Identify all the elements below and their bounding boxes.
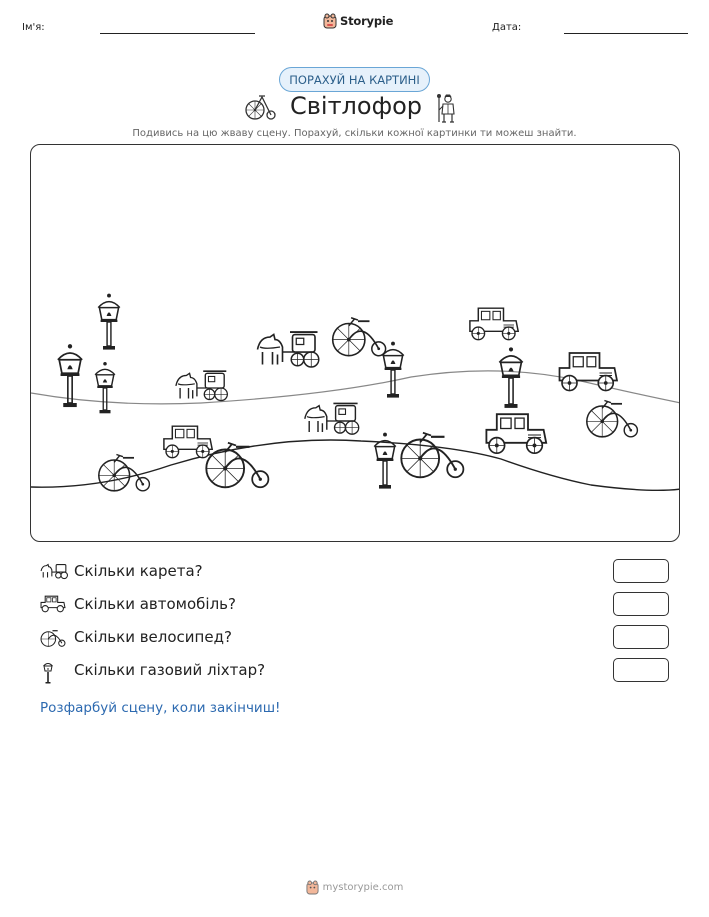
lamp-icon: [40, 660, 56, 684]
back-hill-line: [31, 371, 680, 404]
answer-box[interactable]: [613, 625, 669, 649]
date-label: Дата:: [492, 22, 522, 33]
answer-box[interactable]: [613, 559, 669, 583]
horse-carriage: [258, 332, 319, 367]
color-instruction: Розфарбуй сцену, коли закінчиш!: [40, 700, 281, 716]
gas-lamp: [374, 433, 396, 489]
brand-name: Storypie: [340, 14, 394, 28]
penny-farthing-bicycle: [99, 455, 150, 491]
car-icon: [40, 594, 66, 614]
question-text: Скільки газовий ліхтар?: [74, 661, 266, 679]
name-label: Ім'я:: [22, 22, 45, 33]
bicycle-icon: [245, 93, 277, 121]
counting-scene: [30, 144, 680, 542]
footer-link[interactable]: mystorypie.com: [322, 882, 404, 893]
name-field[interactable]: [100, 33, 255, 34]
gas-lamp: [98, 294, 120, 350]
answer-box[interactable]: [613, 658, 669, 682]
storypie-logo-icon: [306, 880, 319, 895]
date-field[interactable]: [564, 33, 688, 34]
question-row-lamp: [40, 657, 680, 683]
gas-lamp: [499, 347, 522, 408]
horse-carriage: [305, 403, 359, 434]
footer: [0, 880, 709, 895]
vintage-car: [164, 426, 212, 458]
page-title: Світлофор: [290, 92, 423, 120]
penny-farthing-bicycle: [333, 318, 386, 356]
vintage-car: [560, 353, 618, 391]
storypie-logo-icon: [323, 13, 337, 29]
question-text: Скільки карета?: [74, 562, 203, 580]
vintage-car: [470, 308, 518, 340]
question-row-bicycle: [40, 624, 680, 650]
gas-lamp: [95, 362, 115, 413]
question-text: Скільки велосипед?: [74, 628, 232, 646]
worksheet-header: [0, 0, 709, 50]
answer-box[interactable]: [613, 592, 669, 616]
instructions: Подивись на цю жваву сцену. Порахуй, скільки кожної картинки ти можеш знайти.: [132, 128, 577, 139]
bicycle-icon: [40, 627, 66, 649]
question-row-carriage: [40, 558, 680, 584]
vintage-car: [486, 414, 546, 453]
police-officer-icon: [436, 92, 458, 124]
activity-badge: ПОРАХУЙ НА КАРТИНІ: [279, 67, 430, 92]
horse-carriage: [176, 371, 227, 400]
penny-farthing-bicycle: [587, 401, 638, 437]
carriage-icon: [40, 561, 68, 581]
title-row: [0, 92, 709, 124]
brand-logo: [323, 13, 393, 29]
penny-farthing-bicycle: [401, 433, 463, 478]
question-row-car: [40, 591, 680, 617]
question-text: Скільки автомобіль?: [74, 595, 236, 613]
